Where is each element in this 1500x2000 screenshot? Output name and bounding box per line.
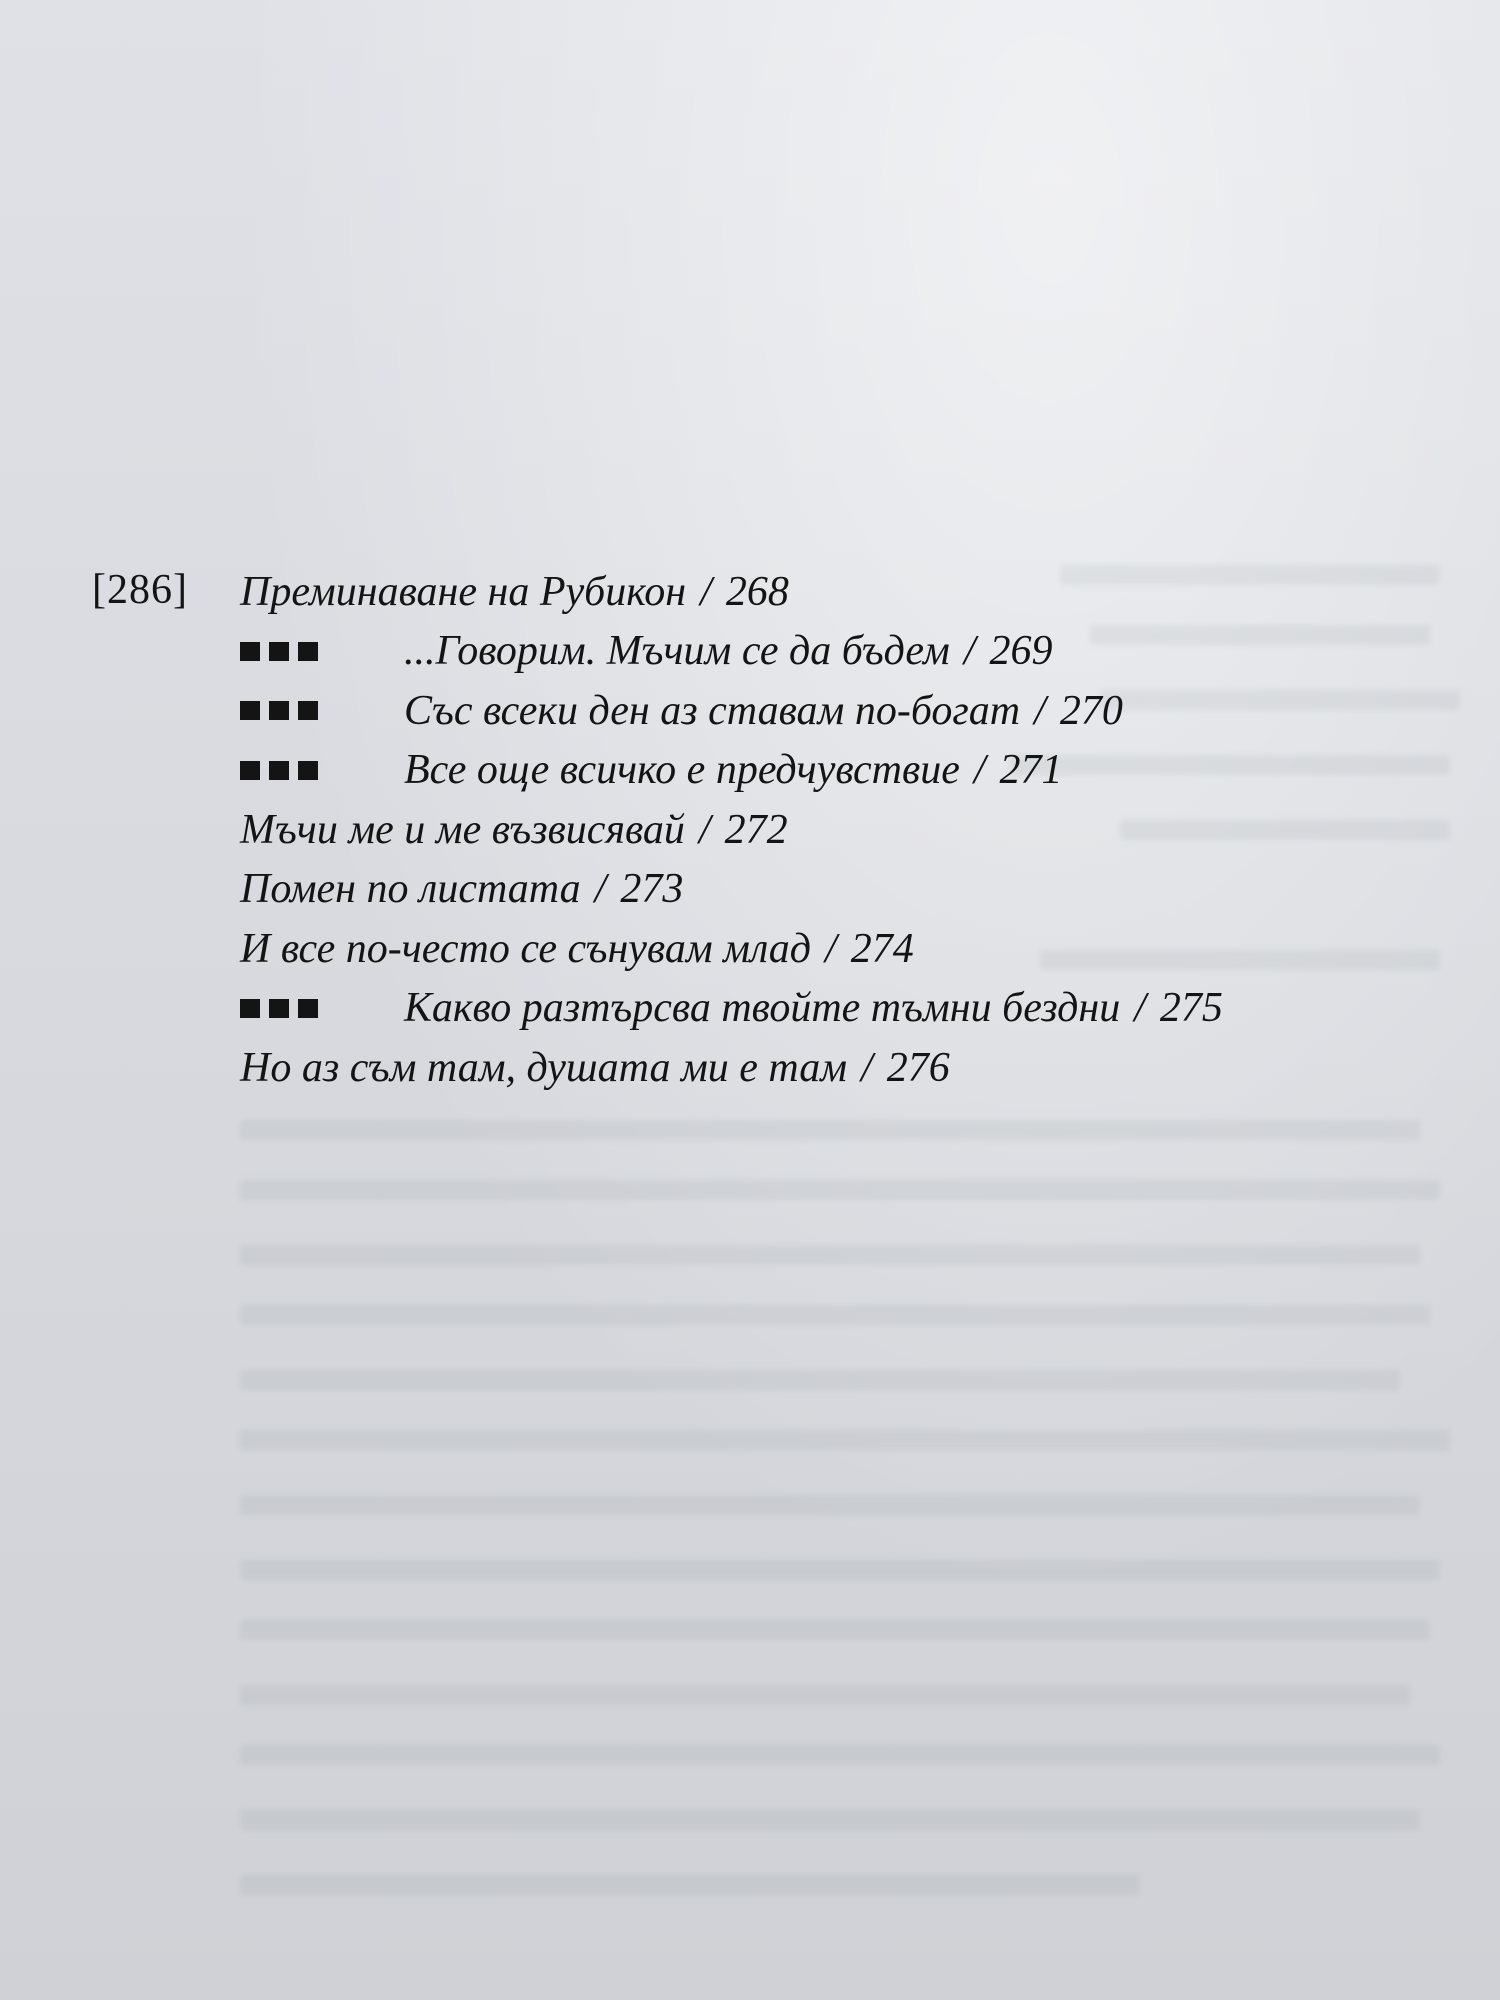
toc-entry-title: Какво разтърсва твойте тъмни бездни [404,985,1121,1032]
toc-separator: / [963,628,976,675]
toc-entry [240,681,1223,741]
square-bullet-icon [298,761,318,780]
square-bullet-icon [269,761,289,780]
toc-entry-page: 273 [620,866,684,913]
page-number: [286] [92,567,188,613]
square-bullet-icon [269,999,289,1018]
square-bullet-icon [240,761,260,780]
toc-separator: / [861,1044,873,1091]
toc-entry-page: 276 [886,1044,950,1091]
toc-entry-title: Мъчи ме и ме възвисявай [240,806,685,853]
toc-entry-title: Със всеки ден аз ставам по-богат [404,687,1021,734]
toc-separator: / [1034,687,1046,734]
bullet-squares [240,999,404,1018]
toc-entry-title: И все по-често се сънувам млад [240,925,812,972]
toc-entry [240,562,1223,622]
toc-entry [240,860,1223,920]
toc-entry [240,741,1223,801]
toc-entry-title: Преминаване на Рубикон [240,568,687,615]
bullet-squares [240,642,404,661]
toc-separator: / [700,568,712,615]
square-bullet-icon [298,642,318,661]
toc-entry-page: 268 [725,568,789,615]
toc-entry-title: Но аз съм там, душата ми е там [240,1044,848,1091]
toc-entry-title: Все още всичко е предчувствие [404,747,960,794]
bullet-squares [240,761,404,780]
toc-entry [240,919,1223,979]
toc-separator: / [698,806,711,853]
square-bullet-icon [240,999,260,1018]
toc-entry-page: 269 [989,628,1053,675]
toc-entry-page: 271 [999,747,1063,794]
table-of-contents [240,562,1223,1098]
toc-entry-title: ...Говорим. Мъчим се да бъдем [404,628,950,675]
toc-entry [240,979,1223,1039]
toc-entry [240,800,1223,860]
toc-separator: / [973,747,986,794]
square-bullet-icon [240,701,260,720]
square-bullet-icon [298,701,318,720]
toc-entry-page: 270 [1059,687,1123,734]
toc-entry-page: 274 [850,925,914,972]
square-bullet-icon [298,999,318,1018]
toc-entry-page: 272 [724,806,788,853]
toc-entry-title: Помен по листата [240,866,581,913]
square-bullet-icon [240,642,260,661]
square-bullet-icon [269,701,289,720]
toc-entry [240,622,1223,682]
square-bullet-icon [269,642,289,661]
toc-entry [240,1038,1223,1098]
toc-separator: / [825,925,837,972]
toc-separator: / [1134,985,1146,1032]
toc-separator: / [594,866,607,913]
bullet-squares [240,701,404,720]
toc-entry-page: 275 [1159,985,1223,1032]
